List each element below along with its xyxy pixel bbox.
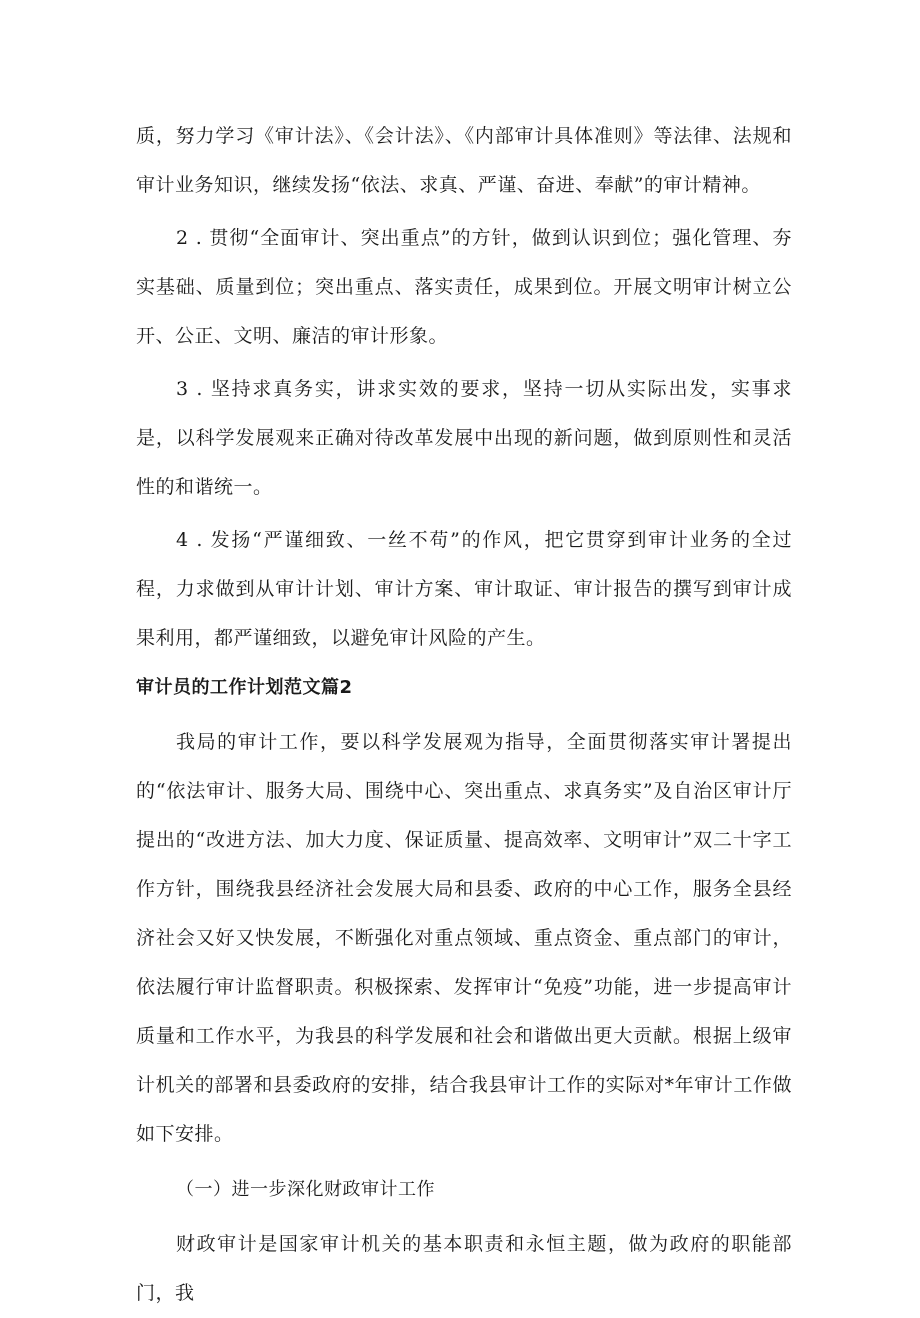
list-item-3: 3 . 坚持求真务实，讲求实效的要求，坚持一切从实际出发，实事求是，以科学发展观来正确对待改革发展中出现的新问题，做到原则性和灵活性的和谐统一。	[136, 378, 792, 498]
subheading-fiscal-audit: （一）进一步深化财政审计工作	[176, 1179, 435, 1200]
paragraph-intro: 质，努力学习《审计法》、《会计法》、《内部审计具体准则》等法律、法规和审计业务知识，继续发扬“依法、求真、严谨、奋进、奉献”的审计精神。	[136, 125, 792, 196]
paragraph-main: 我局的审计工作，要以科学发展观为指导，全面贯彻落实审计署提出的“依法审计、服务大局、围绕中心、突出重点、求真务实”及自治区审计厅提出的“改进方法、加大力度、保证质量、提高效率、文明审计”双二十字工作方针，围绕我县经济社会发展大局和县委、政府的中心工作，服务全县经济社会又好又快发展，不断强化对重点领域、重点资金、重点部门的审计，依法履行审计监督职责。积极探索、发挥审计“免疫”功能，进一步提高审计质量和工作水平，为我县的科学发展和社会和谐做出更大贡献。根据上级审计机关的部署和县委政府的安排，结合我县审计工作的实际对*年审计工作做如下安排。	[136, 731, 792, 1145]
section-heading: 审计员的工作计划范文篇2	[136, 677, 353, 698]
list-item-4: 4 . 发扬“严谨细致、一丝不苟”的作风，把它贯穿到审计业务的全过程，力求做到从审计计划、审计方案、审计取证、审计报告的撰写到审计成果利用，都严谨细致，以避免审计风险的产生。	[136, 529, 792, 649]
document-body	[136, 112, 792, 1318]
paragraph-fiscal: 财政审计是国家审计机关的基本职责和永恒主题，做为政府的职能部门，我	[136, 1233, 792, 1304]
list-item-2: 2 . 贯彻“全面审计、突出重点”的方针，做到认识到位；强化管理、夯实基础、质量到位；突出重点、落实责任，成果到位。开展文明审计树立公开、公正、文明、廉洁的审计形象。	[136, 227, 792, 347]
